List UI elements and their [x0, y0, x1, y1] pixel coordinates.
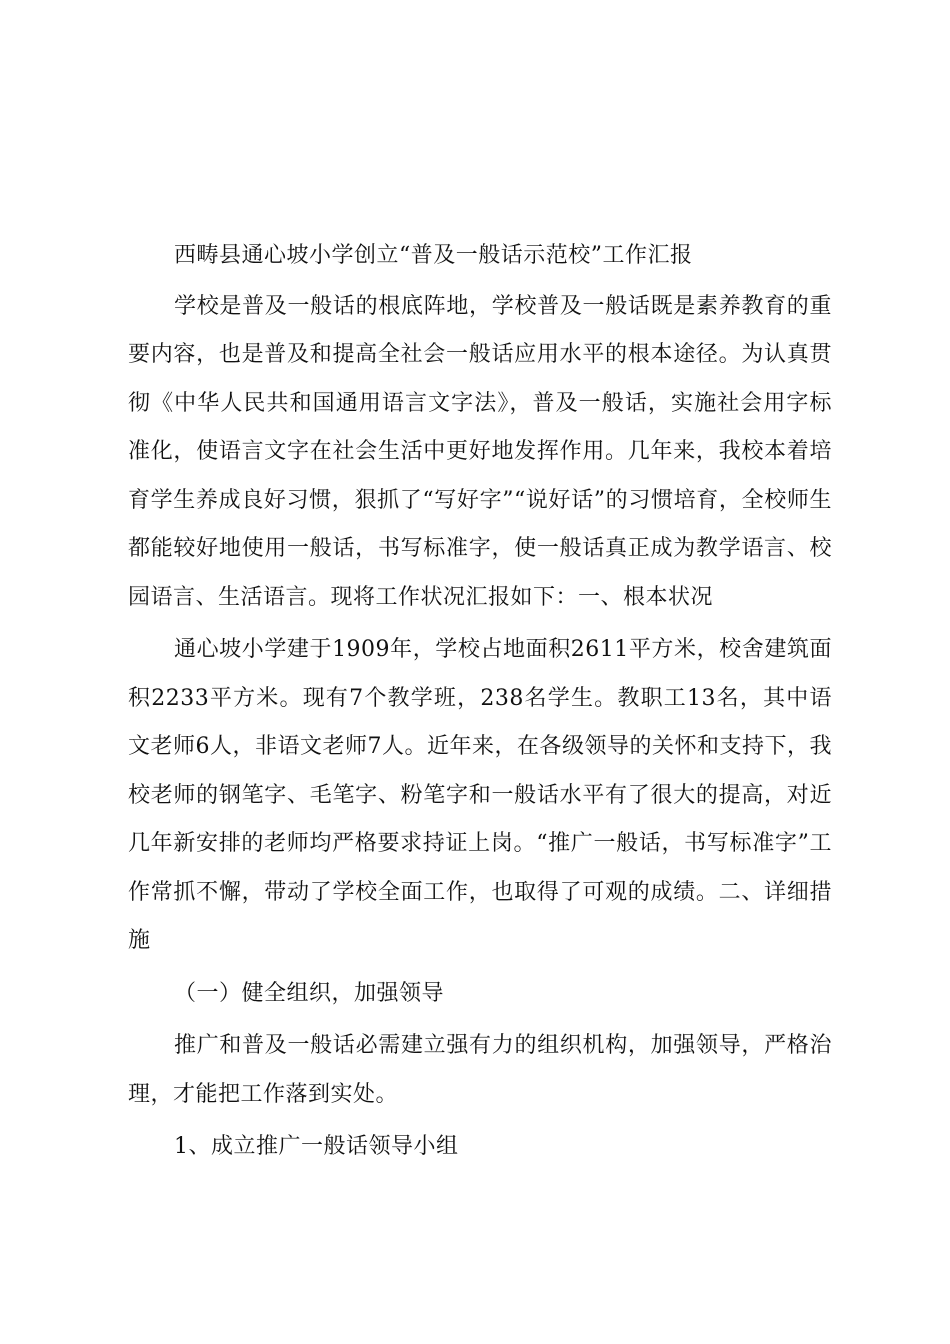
section-heading-organization: （一）健全组织，加强领导 — [174, 980, 445, 1006]
paragraph-intro: 学校是普及一般话的根底阵地，学校普及一般话既是素养教育的重要内容，也是普及和提高全社会一般话应用水平的根本途径。为认真贯彻《中华人民共和国通用语言文字法》，普及一般话，实施社会用字标准化，使语言文字在社会生活中更好地发挥作用。几年来，我校本着培育学生养成良好习惯，狠抓了“写好字”“说好话”的习惯培育，全校师生都能较好地使用一般话，书写标准字，使一般话真正成为教学语言、校园语言、生活语言。现将工作状况汇报如下：一、根本状况 — [128, 293, 832, 610]
document-title: 西畴县通心坡小学创立“普及一般话示范校”工作汇报 — [174, 243, 693, 268]
paragraph-basic-situation: 通心坡小学建于1909年，学校占地面积2611平方米，校舍建筑面积2233平方米。现有7个教学班，238名学生。教职工13名，其中语文老师6人，非语文老师7人。近年来，在各级领导的关怀和支持下，我校老师的钢笔字、毛笔字、粉笔字和一般话水平有了很大的提高，对近几年新安排的老师均严格要求持证上岗。“推广一般话，书写标准字”工作常抓不懈，带动了学校全面工作，也取得了可观的成绩。二、详细措施 — [128, 637, 832, 953]
paragraph-organization: 推广和普及一般话必需建立强有力的组织机构，加强领导，严格治理，才能把工作落到实处。 — [128, 1033, 832, 1107]
document-body — [128, 232, 832, 1172]
list-item-leadership-group: 1、成立推广一般话领导小组 — [174, 1134, 459, 1159]
